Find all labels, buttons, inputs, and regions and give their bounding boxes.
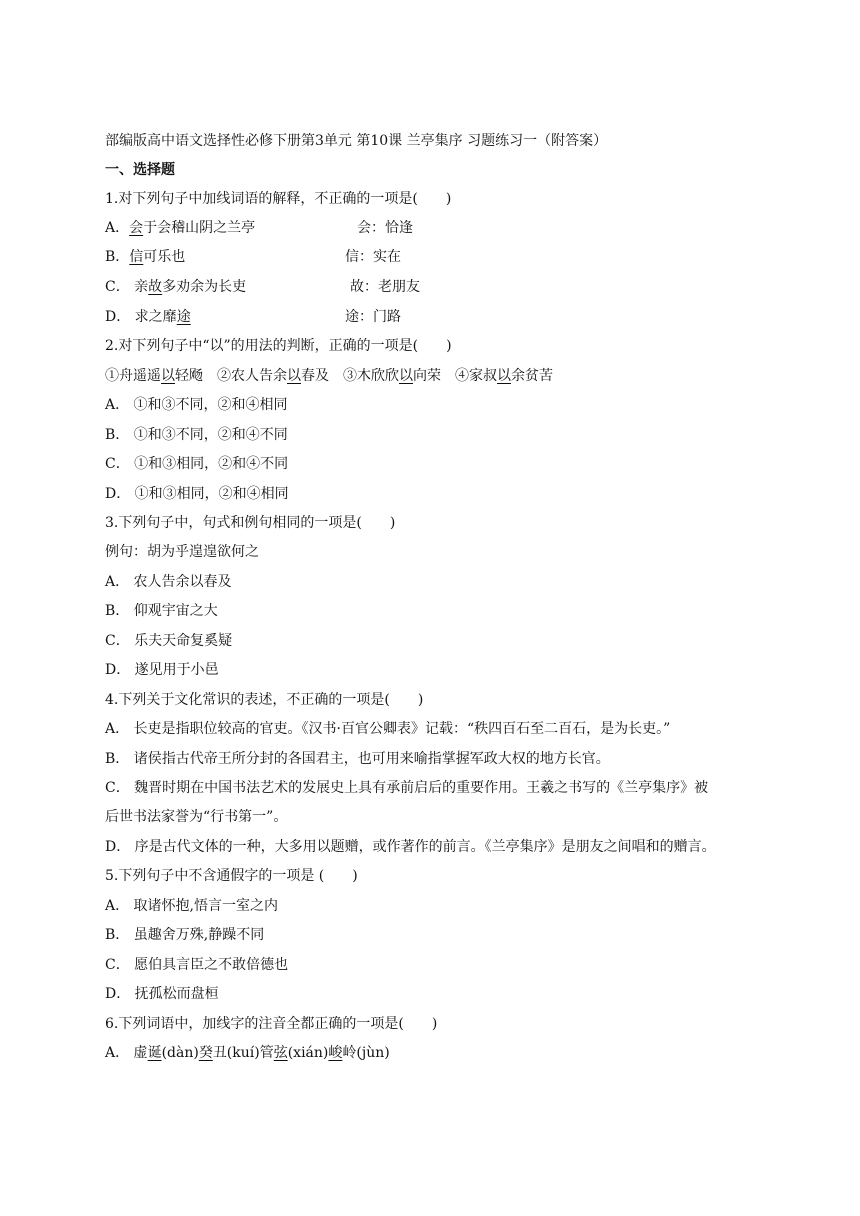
underlined-word: 弦	[273, 1045, 288, 1061]
q1-option-a: A．会于会稽山阴之兰亭	[105, 220, 256, 236]
q1-option-d: D． 求之靡途	[105, 309, 191, 325]
q2-option-a: A． ①和③不同，②和④相同	[105, 397, 288, 413]
underlined-word: 以	[497, 368, 511, 384]
q1-option-c: C． 亲故多劝余为长吏	[105, 279, 247, 295]
q4-option-d: D． 序是古代文体的一种，大多用以题赠，或作著作的前言。《兰亭集序》是朋友之间唱和的赠言。	[105, 839, 716, 855]
q2-stem: 2.对下列句子中“以”的用法的判断，正确的一项是( )	[105, 338, 452, 354]
q5-option-d: D． 抚孤松而盘桓	[105, 986, 219, 1002]
q1-option-d-explanation: 途：门路	[345, 309, 401, 325]
q1-option-b: B．信可乐也	[105, 249, 186, 265]
q6-stem: 6.下列词语中，加线字的注音全都正确的一项是( )	[105, 1016, 438, 1032]
q4-option-c-line2: 后世书法家誉为“行书第一”。	[105, 809, 288, 825]
q1-option-b-explanation: 信：实在	[345, 249, 401, 265]
q3-option-b: B． 仰观宇宙之大	[105, 603, 218, 619]
underlined-word: 途	[176, 309, 191, 325]
q5-option-c: C． 愿伯具言臣之不敢倍德也	[105, 957, 289, 973]
q5-stem: 5.下列句子中不含通假字的一项是 ( )	[105, 868, 358, 884]
underlined-word: 峻	[328, 1045, 343, 1061]
q1-stem: 1.对下列句子中加线词语的解释，不正确的一项是( )	[105, 191, 452, 207]
underlined-word: 会	[129, 220, 144, 236]
q5-option-b: B． 虽趣舍万殊,静躁不同	[105, 927, 265, 943]
underlined-word: 以	[287, 368, 301, 384]
q4-option-b: B． 诸侯指古代帝王所分封的各国君主，也可用来喻指掌握军政大权的地方长官。	[105, 751, 610, 767]
q1-option-a-explanation: 会：恰逢	[357, 220, 413, 236]
underlined-word: 以	[399, 368, 413, 384]
q2-option-d: D． ①和③相同，②和④相同	[105, 486, 289, 502]
q3-option-c: C． 乐夫天命复奚疑	[105, 633, 233, 649]
q1-option-c-explanation: 故：老朋友	[350, 279, 420, 295]
q3-stem: 3.下列句子中，句式和例句相同的一项是( )	[105, 515, 396, 531]
q4-option-c-line1: C． 魏晋时期在中国书法艺术的发展史上具有承前启后的重要作用。王羲之书写的《兰亭集序》被	[105, 780, 709, 796]
q2-sentences: ①舟遥遥以轻飏 ②农人告余以春及 ③木欣欣以向荣 ④家叔以余贫苦	[105, 368, 553, 384]
underlined-word: 癸	[198, 1045, 213, 1061]
document-title: 部编版高中语文选择性必修下册第3单元 第10课 兰亭集序 习题练习一（附答案）	[105, 133, 608, 149]
q4-option-a: A． 长吏是指职位较高的官吏。《汉书·百官公卿表》记载：“秩四百石至二百石，是为长吏。”	[105, 721, 671, 737]
underlined-word: 故	[148, 279, 163, 295]
underlined-word: 以	[161, 368, 175, 384]
underlined-word: 信	[129, 249, 144, 265]
q2-option-b: B． ①和③不同，②和④不同	[105, 427, 288, 443]
q3-option-a: A． 农人告余以春及	[105, 574, 232, 590]
q4-stem: 4.下列关于文化常识的表述，不正确的一项是( )	[105, 692, 424, 708]
section-heading: 一、选择题	[105, 162, 175, 178]
q2-option-c: C． ①和③相同，②和④不同	[105, 456, 289, 472]
q3-option-d: D． 遂见用于小邑	[105, 662, 219, 678]
q3-example: 例句：胡为乎遑遑欲何之	[105, 544, 259, 560]
q5-option-a: A． 取诸怀抱,悟言一室之内	[105, 898, 279, 914]
q6-option-a: A． 虚诞(dàn)癸丑(kuí)管弦(xián)峻岭(jùn)	[105, 1045, 390, 1061]
underlined-word: 诞	[147, 1045, 162, 1061]
